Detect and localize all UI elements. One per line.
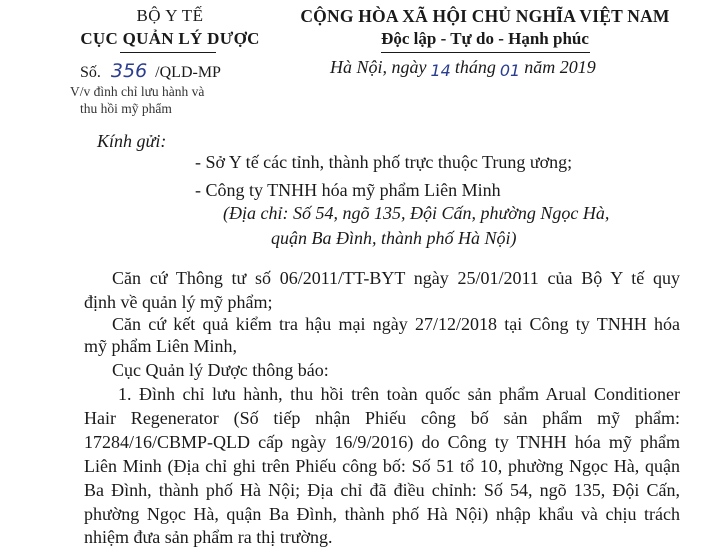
body-line: phường Ngọc Hà, quận Ba Đình, thành phố Hà Nội) nhập khẩu và chịu trách xyxy=(84,504,680,524)
national-motto: Độc lập - Tự do - Hạnh phúc xyxy=(381,29,589,48)
document-number-handwritten: 356 xyxy=(110,60,148,82)
body-line: Hair Regenerator (Số tiếp nhận Phiếu công bố sản phẩm mỹ phẩm: xyxy=(84,408,680,428)
department-underline xyxy=(120,52,216,53)
body-line: Căn cứ kết quả kiểm tra hậu mại ngày 27/12/2018 tại Công ty TNHH hóa xyxy=(112,314,680,334)
salutation: Kính gửi: xyxy=(97,131,167,151)
body-line: Liên Minh (Địa chỉ ghi trên Phiếu công bố: Số 51 tổ 10, phường Ngọc Hà, quận xyxy=(84,456,680,476)
document-subject xyxy=(70,83,204,117)
date-month-label: tháng xyxy=(454,57,496,77)
document-number-prefix: Số. xyxy=(80,64,101,81)
document-number-suffix: /QLD-MP xyxy=(155,64,221,81)
date-year: năm 2019 xyxy=(524,57,596,77)
document-number xyxy=(80,60,221,82)
subject-line-1: V/v đình chỉ lưu hành và xyxy=(70,84,205,99)
date-month-handwritten: 01 xyxy=(499,61,521,80)
subject-line-2: thu hồi mỹ phẩm xyxy=(80,101,172,116)
motto-underline xyxy=(381,52,590,53)
ministry-name: BỘ Y TẾ xyxy=(136,6,204,25)
body-line: Ba Đình, thành phố Hà Nội; Địa chỉ đã điều chỉnh: Số 54, ngõ 135, Đội Cấn, xyxy=(84,480,680,500)
republic-title: CỘNG HÒA XÃ HỘI CHỦ NGHĨA VIỆT NAM xyxy=(300,6,670,26)
dateline xyxy=(330,57,596,80)
body-line: Căn cứ Thông tư số 06/2011/TT-BYT ngày 25/01/2011 của Bộ Y tế quy xyxy=(112,268,680,288)
body-line: 17284/16/CBMP-QLD cấp ngày 16/9/2016) do Công ty TNHH hóa mỹ phẩm xyxy=(84,432,680,452)
recipient-company: - Công ty TNHH hóa mỹ phẩm Liên Minh xyxy=(195,180,501,200)
body-line: nhiệm đưa sản phẩm ra thị trường. xyxy=(84,527,333,547)
body-line: định về quản lý mỹ phẩm; xyxy=(84,292,273,312)
body-line: 1. Đình chỉ lưu hành, thu hồi trên toàn quốc sản phẩm Arual Conditioner xyxy=(118,384,680,404)
date-prefix: Hà Nội, ngày xyxy=(330,57,427,77)
recipient-provincial-health-depts: - Sở Y tế các tỉnh, thành phố trực thuộc Trung ương; xyxy=(195,152,573,172)
date-day-handwritten: 14 xyxy=(430,61,451,80)
department-name: CỤC QUẢN LÝ DƯỢC xyxy=(80,29,260,48)
recipient-address-line-2: quận Ba Đình, thành phố Hà Nội) xyxy=(271,228,517,248)
body-line: Cục Quản lý Dược thông báo: xyxy=(112,360,329,380)
recipient-address-line-1: (Địa chỉ: Số 54, ngõ 135, Đội Cấn, phường Ngọc Hà, xyxy=(223,203,610,223)
body-line: mỹ phẩm Liên Minh, xyxy=(84,336,237,356)
